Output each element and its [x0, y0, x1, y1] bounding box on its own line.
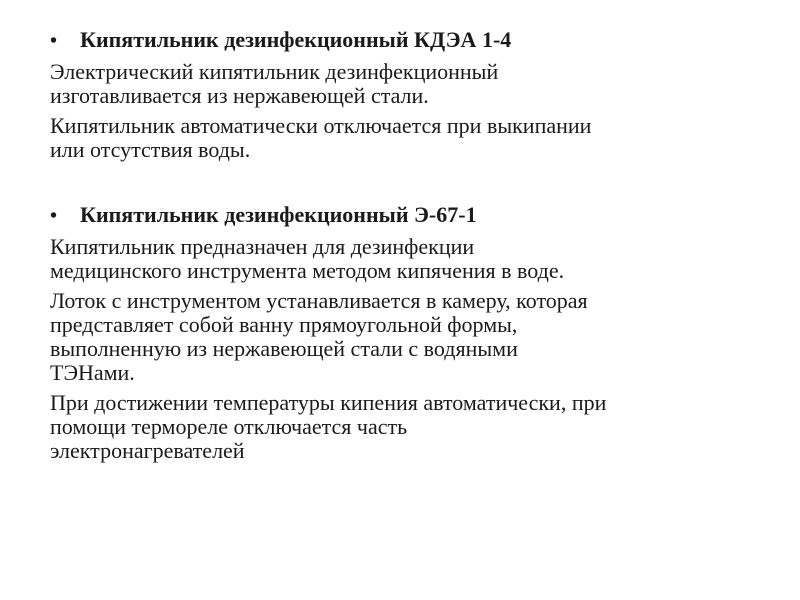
paragraph	[50, 60, 780, 108]
text-line: изготавливается из нержавеющей стали.	[50, 83, 429, 108]
section-e67	[50, 202, 780, 469]
text-line: электронагревателей	[50, 438, 245, 463]
bullet-icon: •	[50, 205, 58, 227]
bullet-icon: •	[50, 30, 58, 52]
section-heading	[50, 27, 780, 54]
paragraph	[50, 391, 780, 463]
text-line: представляет собой ванну прямоугольной формы,	[50, 312, 518, 337]
text-line: При достижении температуры кипения автоматически, при	[50, 390, 607, 415]
text-line: Лоток с инструментом устанавливается в камеру, которая	[50, 288, 588, 313]
text-line: выполненную из нержавеющей стали с водяными	[50, 336, 518, 361]
paragraph	[50, 114, 780, 162]
section-kdea	[50, 27, 780, 168]
text-line: Кипятильник предназначен для дезинфекции	[50, 234, 475, 259]
heading-text: Кипятильник дезинфекционный Э-67-1	[80, 202, 477, 227]
paragraph	[50, 289, 780, 385]
text-line: Электрический кипятильник дезинфекционный	[50, 59, 499, 84]
text-line: ТЭНами.	[50, 360, 135, 385]
heading-text: Кипятильник дезинфекционный КДЭА 1-4	[80, 27, 512, 52]
text-line: или отсутствия воды.	[50, 137, 251, 162]
text-line: Кипятильник автоматически отключается при выкипании	[50, 113, 592, 138]
text-line: помощи термореле отключается часть	[50, 414, 408, 439]
paragraph	[50, 235, 780, 283]
section-heading	[50, 202, 780, 229]
text-line: медицинского инструмента методом кипячения в воде.	[50, 258, 565, 283]
